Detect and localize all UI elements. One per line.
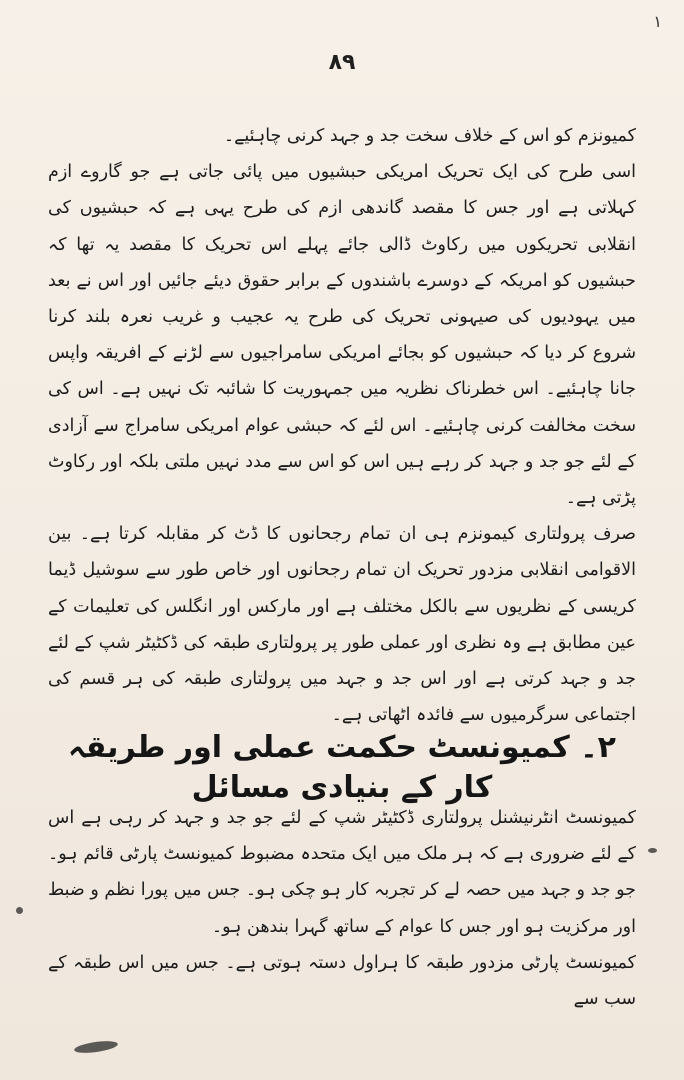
paragraph: کمیونسٹ پارٹی مزدور طبقہ کا ہراول دستہ ہوتی ہے۔ جس میں اس طبقہ کے سب سے (48, 952, 636, 1010)
corner-mark: ۱ (653, 12, 662, 31)
body-text-top (48, 118, 636, 733)
paragraph: اسی طرح کی ایک تحریک امریکی حبشیوں میں پائی جاتی ہے جو گاروے ازم کہلاتی ہے اور جس کا مقصد گاندھی ازم کی طرح یہی ہے کہ حبشیوں کی انقلابی تحریکوں میں رکاوٹ ڈالی جائے پہلے اس تحریک کا مقصد یہ تھا کہ حبشیوں کو امریکہ کے دوسرے باشندوں کے برابر حقوق دیئے جائیں اور اس نے بعد میں یہودیوں کی صیہونی تحریک کی طرح یہ عجیب و غریب نعرہ بلند کرنا شروع کر دیا کہ حبشیوں کو بجائے امریکی سامراجیوں سے لڑنے کے افریقہ واپس جانا چاہئیے۔ اس خطرناک نظریہ میں جمہوریت کا شائبہ تک نہیں ہے۔ اس کی سخت مخالفت کرنی چاہئیے۔ اس لئے کہ حبشی عوام امریکی سامراج سے آزادی کے لئے جو جد و جہد کر رہے ہیں اس کو اس سے مدد نہیں ملتی بلکہ اور رکاوٹ پڑتی ہے۔ (48, 162, 636, 509)
ink-dot (648, 848, 657, 853)
ink-smudge (74, 1039, 119, 1055)
paragraph: کمیونسٹ انٹرنیشنل پرولتاری ڈکٹیٹر شپ کے لئے جو جد و جہد کر رہی ہے اس کے لئے ضروری ہے کہ ہر ملک میں ایک متحدہ مضبوط کمیونسٹ پارٹی قائم ہو۔ جو جد و جہد میں حصہ لے کر تجربہ کار ہو چکی ہو۔ جس میں پورا نظم و ضبط اور مرکزیت ہو اور جس کا عوام کے ساتھ گہرا بندھن ہو۔ (48, 808, 636, 937)
ink-dot (16, 907, 23, 914)
paragraph: کمیونزم کو اس کے خلاف سخت جد و جہد کرنی چاہئیے۔ (223, 126, 636, 146)
body-text-bottom (48, 800, 636, 1017)
paragraph: صرف پرولتاری کیمونزم ہی ان تمام رجحانوں کا ڈٹ کر مقابلہ کرتا ہے۔ بین الاقوامی انقلابی مزدور تحریک ان تمام رجحانوں اور خاص طور سے سوشیل ڈیما کریسی کے نظریوں سے بالکل مختلف ہے اور مارکس اور انگلس کی تعلیمات کے عین مطابق ہے وہ نظری اور عملی طور پر پرولتاری طبقہ کی ڈکٹیٹر شپ کے لئے جد و جہد کرتی ہے اور اس جد و جہد میں پرولتاری طبقہ کی ہر قسم کی اجتماعی سرگرمیوں سے فائدہ اٹھاتی ہے۔ (48, 524, 636, 726)
section-heading: ۲۔ کمیونسٹ حکمت عملی اور طریقہ کار کے بنیادی مسائل (68, 730, 616, 805)
page-number: ۸۹ (328, 50, 356, 75)
